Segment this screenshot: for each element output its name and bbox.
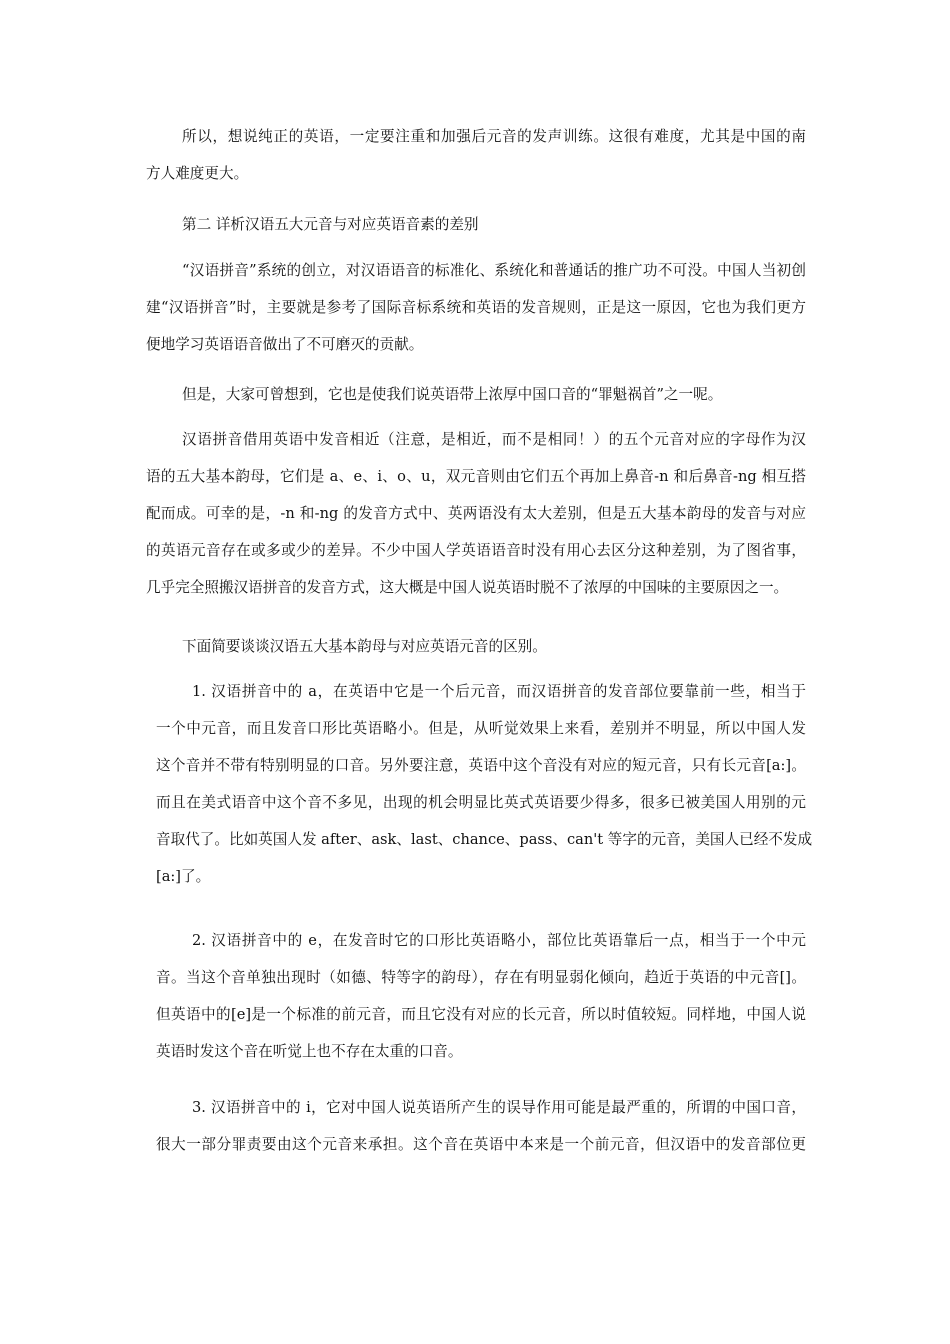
text-line: 下面简要谈谈汉语五大基本韵母与对应英语元音的区别。	[182, 638, 547, 655]
text-line: [a:]了。	[156, 868, 211, 885]
text-line: 音取代了。比如英国人发 after、ask、last、chance、pass、can't 等字的元音，美国人已经不发成	[156, 831, 813, 848]
text-line: 一个中元音，而且发音口形比英语略小。但是，从听觉效果上来看，差别并不明显，所以中国人发	[156, 720, 806, 737]
text-line: 但是，大家可曾想到，它也是使我们说英语带上浓厚中国口音的“罪魁祸首”之一呢。	[182, 386, 723, 403]
text-line: 语的五大基本韵母，它们是 a、e、i、o、u，双元音则由它们五个再加上鼻音-n 和后鼻音-ng 相互搭	[146, 468, 806, 485]
paragraph-4	[146, 421, 806, 606]
text-line: 音。当这个音单独出现时（如德、特等字的韵母），存在有明显弱化倾向，趋近于英语的中元音[]。	[156, 969, 806, 986]
text-line: 3. 汉语拼音中的 i，它对中国人说英语所产生的误导作用可能是最严重的，所谓的中国口音，	[192, 1099, 806, 1116]
text-line: 配而成。可幸的是，-n 和-ng 的发音方式中、英两语没有太大差别，但是五大基本韵母的发音与对应	[146, 505, 806, 522]
paragraph-5	[146, 628, 806, 665]
text-line: 所以，想说纯正的英语，一定要注重和加强后元音的发声训练。这很有难度，尤其是中国的南	[182, 128, 806, 145]
paragraph-2	[146, 252, 806, 363]
text-line: 第二 详析汉语五大元音与对应英语音素的差别	[182, 216, 479, 233]
text-line: 便地学习英语语音做出了不可磨灭的贡献。	[146, 336, 424, 353]
text-line: “汉语拼音”系统的创立，对汉语语音的标准化、系统化和普通话的推广功不可没。中国人当初创	[182, 262, 806, 279]
item-1	[156, 673, 813, 895]
section-heading	[146, 206, 806, 243]
text-line: 而且在美式语音中这个音不多见，出现的机会明显比英式英语要少得多，很多已被美国人用别的元	[156, 794, 806, 811]
text-line: 建“汉语拼音”时，主要就是参考了国际音标系统和英语的发音规则，正是这一原因，它也为我们更方	[146, 299, 806, 316]
text-line: 几乎完全照搬汉语拼音的发音方式，这大概是中国人说英语时脱不了浓厚的中国味的主要原因之一。	[146, 579, 789, 596]
text-line: 英语时发这个音在听觉上也不存在太重的口音。	[156, 1043, 463, 1060]
text-line: 很大一部分罪责要由这个元音来承担。这个音在英语中本来是一个前元音，但汉语中的发音部位更	[156, 1136, 806, 1153]
text-line: 2. 汉语拼音中的 e，在发音时它的口形比英语略小，部位比英语靠后一点，相当于一个中元	[192, 932, 806, 949]
text-line: 方人难度更大。	[146, 165, 249, 182]
paragraph-1	[146, 118, 806, 192]
item-2	[156, 922, 806, 1070]
paragraph-3	[146, 376, 806, 413]
text-line: 汉语拼音借用英语中发音相近（注意，是相近，而不是相同！）的五个元音对应的字母作为汉	[182, 431, 806, 448]
text-line: 但英语中的[e]是一个标准的前元音，而且它没有对应的长元音，所以时值较短。同样地，中国人说	[156, 1006, 806, 1023]
text-line: 1. 汉语拼音中的 a，在英语中它是一个后元音，而汉语拼音的发音部位要靠前一些，相当于	[192, 683, 806, 700]
text-line: 的英语元音存在或多或少的差异。不少中国人学英语语音时没有用心去区分这种差别，为了图省事，	[146, 542, 806, 559]
text-line: 这个音并不带有特别明显的口音。另外要注意，英语中这个音没有对应的短元音，只有长元音[a:]。	[156, 757, 806, 774]
item-3	[156, 1089, 806, 1163]
